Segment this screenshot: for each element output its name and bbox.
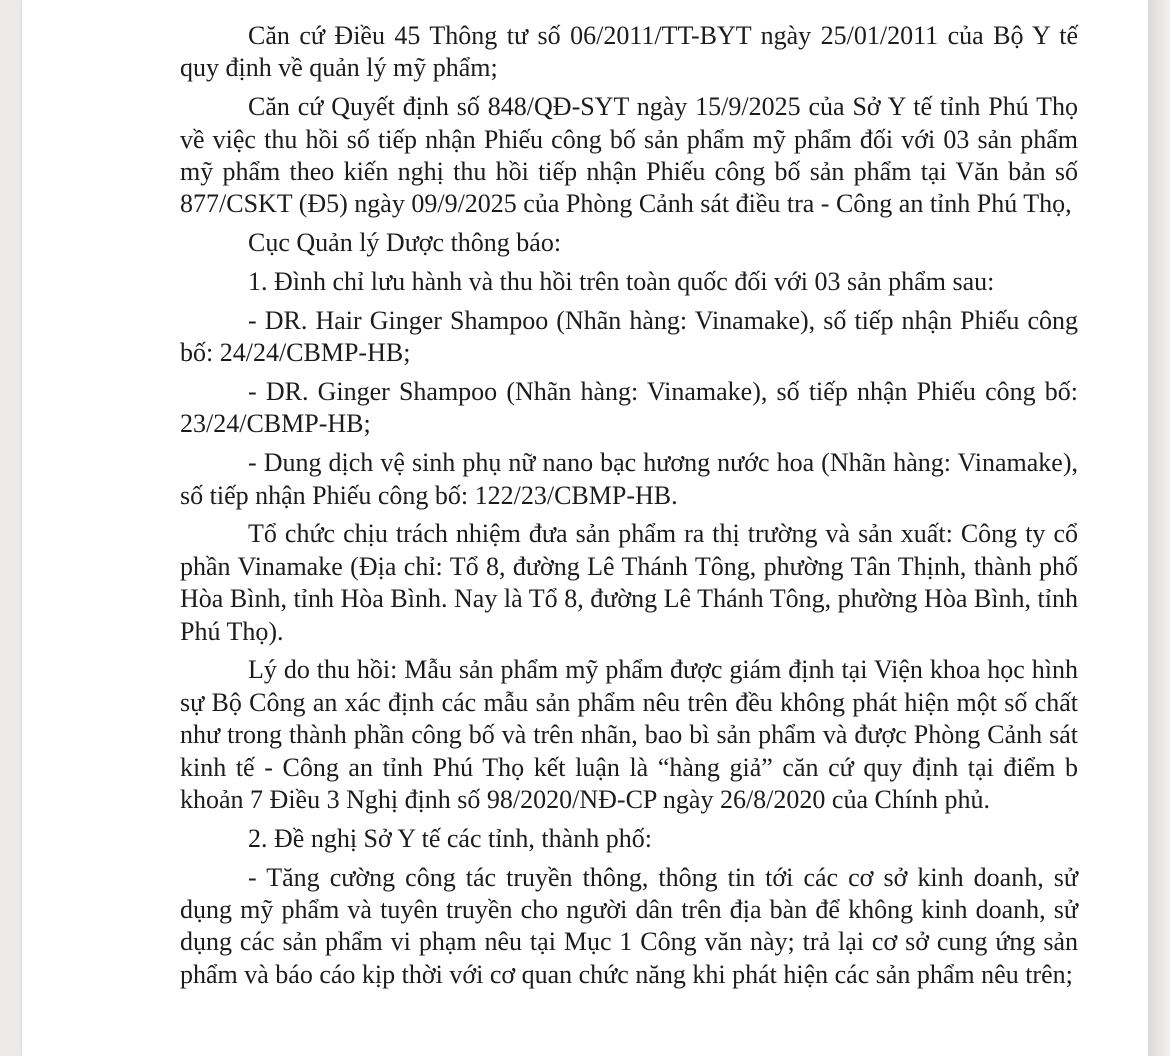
paragraph-announcement: Cục Quản lý Dược thông báo: <box>248 228 562 258</box>
paragraph-recall-reason: Lý do thu hồi: Mẫu sản phẩm mỹ phẩm được giám định tại Viện khoa học hình sự Bộ Công an xác định các mẫu sản phẩm nêu trên đều không phát hiện một số chất như trong thành phần công bố và trên nhãn, bao bì sản phẩm và được Phòng Cảnh sát kinh tế - Công an tỉnh Phú Thọ kết luận là “hàng giả” căn cứ quy định tại điểm b khoản 7 Điều 3 Nghị định số 98/2020/NĐ-CP ngày 26/8/2020 của Chính phủ. <box>180 655 1078 815</box>
page-edge <box>1148 0 1170 1056</box>
paragraph-product-1: - DR. Hair Ginger Shampoo (Nhãn hàng: Vinamake), số tiếp nhận Phiếu công bố: 24/24/CBMP-HB; <box>180 305 1078 368</box>
paragraph-request-communication: - Tăng cường công tác truyền thông, thông tin tới các cơ sở kinh doanh, sử dụng mỹ phẩm và tuyên truyền cho người dân trên địa bàn để không kinh doanh, sử dụng các sản phẩm vi phạm nêu tại Mục 1 Công văn này; trả lại cơ sở cung ứng sản phẩm và báo cáo kịp thời với cơ quan chức năng khi phát hiện các sản phẩm nêu trên; <box>180 862 1078 989</box>
paragraph-legal-basis-decision: Căn cứ Quyết định số 848/QĐ-SYT ngày 15/9/2025 của Sở Y tế tỉnh Phú Thọ về việc thu hồi số tiếp nhận Phiếu công bố sản phẩm mỹ phẩm đối với 03 sản phẩm mỹ phẩm theo kiến nghị thu hồi tiếp nhận Phiếu công bố sản phẩm tại Văn bản số 877/CSKT (Đ5) ngày 09/9/2025 của Phòng Cảnh sát điều tra - Công an tỉnh Phú Thọ, <box>180 92 1078 219</box>
paragraph-product-3: - Dung dịch vệ sinh phụ nữ nano bạc hương nước hoa (Nhãn hàng: Vinamake), số tiếp nhận Phiếu công bố: 122/23/CBMP-HB. <box>180 448 1078 510</box>
paragraph-product-2: - DR. Ginger Shampoo (Nhãn hàng: Vinamake), số tiếp nhận Phiếu công bố: 23/24/CBMP-HB; <box>180 377 1078 439</box>
paragraph-item-1: 1. Đình chỉ lưu hành và thu hồi trên toàn quốc đối với 03 sản phẩm sau: <box>248 267 995 297</box>
paragraph-legal-basis-circular: Căn cứ Điều 45 Thông tư số 06/2011/TT-BYT ngày 25/01/2011 của Bộ Y tế quy định về quản lý mỹ phẩm; <box>180 21 1078 83</box>
document-page <box>22 0 1148 1056</box>
paragraph-item-2: 2. Đề nghị Sở Y tế các tỉnh, thành phố: <box>248 823 652 853</box>
paragraph-responsible-organization: Tổ chức chịu trách nhiệm đưa sản phẩm ra thị trường và sản xuất: Công ty cổ phần Vinamake (Địa chỉ: Tổ 8, đường Lê Thánh Tông, phường Tân Thịnh, thành phố Hòa Bình, tỉnh Hòa Bình. Nay là Tổ 8, đường Lê Thánh Tông, phường Hòa Bình, tỉnh Phú Thọ). <box>180 519 1078 646</box>
document-body <box>180 20 1078 998</box>
